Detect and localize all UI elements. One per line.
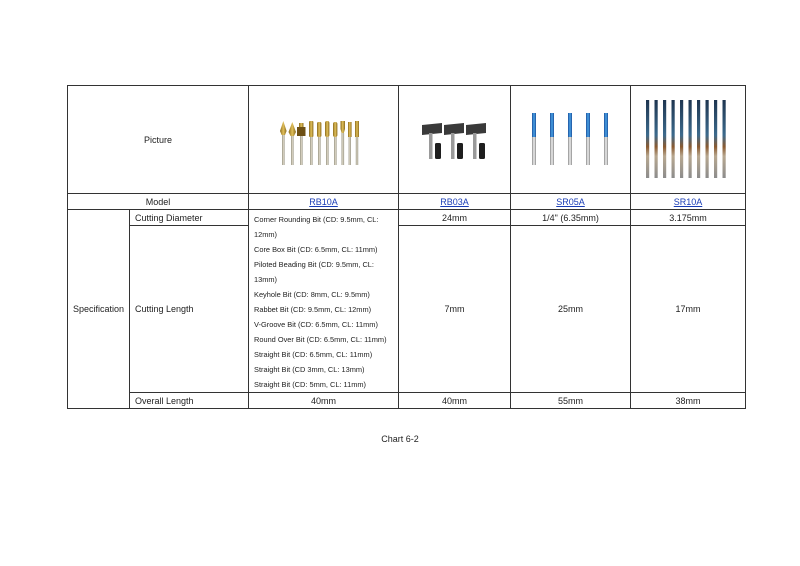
- cutting-diameter-rb03a: 24mm: [399, 210, 511, 226]
- cutting-length-sr05a: 25mm: [511, 226, 631, 393]
- model-cell-rb10a: [249, 194, 399, 210]
- bit-list-line: Round Over Bit (CD: 6.5mm, CL: 11mm): [254, 335, 387, 344]
- nano-coated-end-mills-icon: [643, 98, 733, 182]
- model-cell-rb03a: [399, 194, 511, 210]
- model-link-sr10a[interactable]: SR10A: [673, 196, 703, 207]
- cutting-length-label-cell: [130, 226, 249, 393]
- model-link-sr05a[interactable]: SR05A: [556, 196, 585, 207]
- product-image-sr05a: [511, 86, 631, 194]
- cutting-diameter-label: Cutting Diameter: [135, 212, 203, 223]
- picture-row: [68, 86, 746, 194]
- cutting-length-row: [68, 226, 746, 393]
- product-image-rb03a: [399, 86, 511, 194]
- rb10a-bit-list: [249, 210, 398, 392]
- product-image-sr10a: [631, 86, 746, 194]
- overall-length-rb03a: 40mm: [399, 393, 511, 409]
- overall-length-sr10a: 38mm: [631, 393, 746, 409]
- model-row: [68, 194, 746, 210]
- bit-list-line: Rabbet Bit (CD: 9.5mm, CL: 12mm): [254, 305, 372, 314]
- picture-label: Picture: [144, 134, 173, 145]
- product-image-rb10a: [249, 86, 399, 194]
- bit-list-line: Core Box Bit (CD: 6.5mm, CL: 11mm): [254, 245, 378, 254]
- blue-end-mills-icon: [526, 109, 616, 171]
- cutting-diameter-sr10a: 3.175mm: [631, 210, 746, 226]
- overall-length-label: Overall Length: [135, 395, 194, 406]
- cutting-diameter-sr05a: 1/4" (6.35mm): [511, 210, 631, 226]
- model-cell-sr05a: [511, 194, 631, 210]
- cutting-length-rb03a: 7mm: [399, 226, 511, 393]
- surfacing-router-bits-icon: [420, 117, 490, 163]
- overall-length-row: [68, 393, 746, 409]
- rb10a-bit-list-cell: [249, 210, 399, 393]
- overall-length-label-cell: [130, 393, 249, 409]
- model-label: Model: [145, 196, 171, 207]
- bit-list-line: Straight Bit (CD: 6.5mm, CL: 11mm): [254, 350, 373, 359]
- bit-list-line: Keyhole Bit (CD: 8mm, CL: 9.5mm): [254, 290, 370, 299]
- chart-caption: Chart 6-2: [381, 434, 419, 444]
- model-label-cell: [68, 194, 249, 210]
- bit-list-line: Piloted Beading Bit (CD: 9.5mm, CL:: [254, 260, 374, 269]
- bit-list-line: 13mm): [254, 275, 278, 284]
- overall-length-sr05a: 55mm: [511, 393, 631, 409]
- cutting-length-sr10a: 17mm: [631, 226, 746, 393]
- bit-list-line: Corner Rounding Bit (CD: 9.5mm, CL:: [254, 215, 379, 224]
- specification-label-cell: [68, 210, 130, 409]
- model-cell-sr10a: [631, 194, 746, 210]
- gold-router-bits-icon: [274, 109, 374, 171]
- model-link-rb03a[interactable]: RB03A: [440, 196, 469, 207]
- bit-list-line: 12mm): [254, 230, 278, 239]
- specification-label: Specification: [72, 304, 125, 314]
- model-link-rb10a[interactable]: RB10A: [309, 196, 338, 207]
- bit-list-line: Straight Bit (CD 3mm, CL: 13mm): [254, 365, 365, 374]
- bit-list-line: Straight Bit (CD: 5mm, CL: 11mm): [254, 380, 366, 389]
- product-spec-table: [67, 85, 746, 409]
- overall-length-rb10a: 40mm: [249, 393, 399, 409]
- picture-label-cell: [68, 86, 249, 194]
- cutting-diameter-label-cell: [130, 210, 249, 226]
- cutting-length-label: Cutting Length: [135, 304, 194, 315]
- cutting-diameter-row: [68, 210, 746, 226]
- bit-list-line: V-Groove Bit (CD: 6.5mm, CL: 11mm): [254, 320, 378, 329]
